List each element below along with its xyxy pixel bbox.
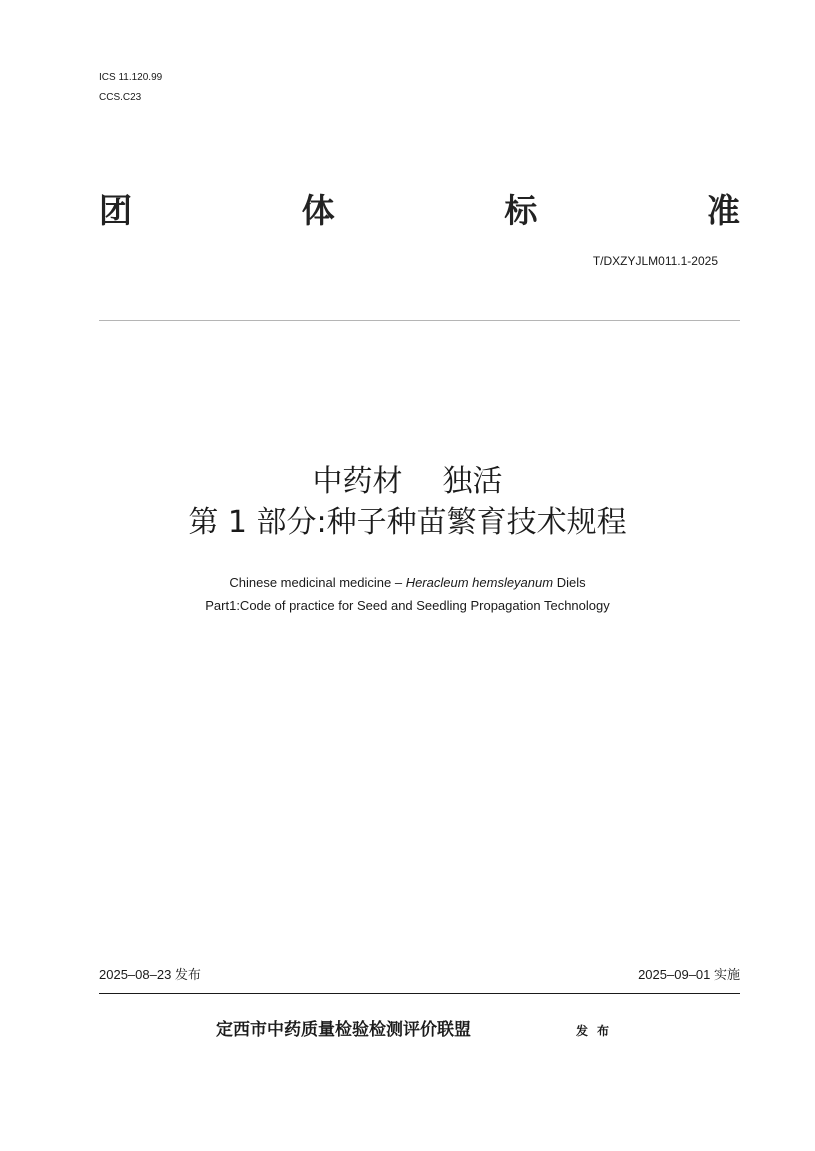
latin-species-name: Heracleum hemsleyanum bbox=[405, 575, 554, 590]
ics-code: ICS 11.120.99 bbox=[99, 72, 163, 83]
ccs-code: CCS.C23 bbox=[99, 92, 142, 103]
english-title-suffix: Diels bbox=[553, 575, 586, 590]
english-title-line-1 bbox=[0, 574, 815, 592]
banner-char: 团 bbox=[99, 190, 132, 230]
banner-char: 体 bbox=[301, 190, 335, 230]
standard-type-banner bbox=[99, 186, 740, 230]
english-title-line-2: Part1:Code of practice for Seed and Seedling Propagation Technology bbox=[205, 598, 610, 613]
issuing-organization: 定西市中药质量检验检测评价联盟 bbox=[216, 1020, 471, 1040]
issue-label: 发布 bbox=[576, 1024, 619, 1038]
title-line-1 bbox=[0, 462, 815, 502]
implementation-date: 2025–09–01 实施 bbox=[638, 967, 740, 982]
footer-divider bbox=[99, 993, 740, 994]
title-part-a: 中药材 bbox=[312, 464, 403, 499]
title-part-b: 独活 bbox=[442, 464, 503, 499]
banner-char: 标 bbox=[504, 190, 538, 230]
header-divider bbox=[99, 320, 740, 321]
english-title-prefix: Chinese medicinal medicine – bbox=[229, 575, 406, 590]
title-line-2: 第 1 部分:种子种苗繁育技术规程 bbox=[188, 505, 627, 540]
publish-date: 2025–08–23 发布 bbox=[99, 967, 201, 982]
banner-char: 准 bbox=[706, 190, 740, 230]
standard-number: T/DXZYJLM011.1-2025 bbox=[592, 254, 718, 268]
